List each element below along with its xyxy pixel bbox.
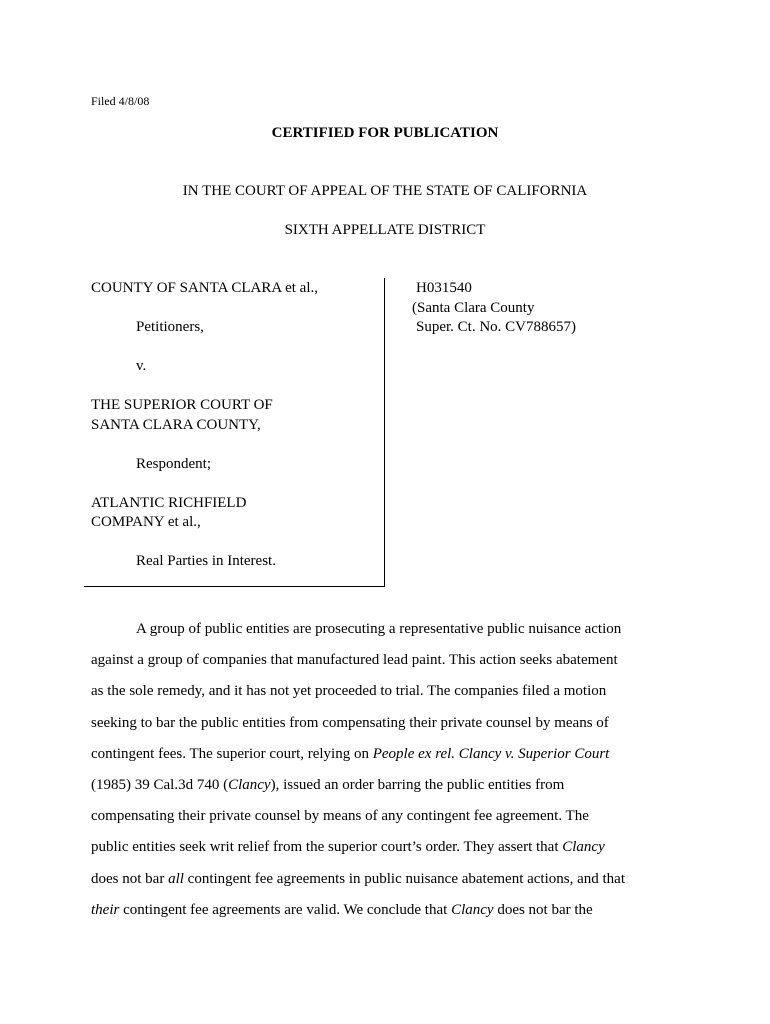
opinion-line: A group of public entities are prosecuting a representative public nuisance action — [136, 621, 622, 637]
emphasis: their — [91, 901, 120, 918]
opinion-line: their contingent fee agreements are valid. We conclude that Clancy does not bar the — [91, 901, 593, 918]
filed-date: Filed 4/8/08 — [91, 94, 150, 108]
court-name: IN THE COURT OF APPEAL OF THE STATE OF CALIFORNIA — [182, 183, 588, 199]
opinion-line: seeking to bar the public entities from compensating their private counsel by means of — [91, 714, 609, 731]
petitioner-name: COUNTY OF SANTA CLARA et al., — [91, 280, 318, 296]
opinion-line: (1985) 39 Cal.3d 740 (Clancy), issued an order barring the public entities from — [91, 776, 565, 793]
case-short-name: Clancy — [451, 901, 494, 918]
lower-court-line2: Super. Ct. No. CV788657) — [416, 319, 577, 335]
opinion-line: compensating their private counsel by means of any contingent fee agreement. The — [91, 808, 589, 825]
case-short-name: Clancy — [228, 776, 271, 793]
case-caption-parties — [91, 279, 376, 572]
case-caption-numbers — [412, 279, 576, 338]
opinion-line: as the sole remedy, and it has not yet proceeded to trial. The companies filed a motion — [91, 683, 607, 700]
respondent-role: Respondent; — [136, 455, 211, 472]
real-party-role: Real Parties in Interest. — [136, 553, 276, 569]
appellate-district: SIXTH APPELLATE DISTRICT — [284, 222, 486, 238]
case-short-name: Clancy — [562, 839, 605, 856]
versus-label: v. — [136, 358, 147, 374]
case-number: H031540 — [416, 280, 472, 296]
caption-vertical-rule — [384, 278, 385, 587]
opinion-line: contingent fees. The superior court, relying on People ex rel. Clancy v. Superior Court — [91, 745, 610, 762]
opinion-line: against a group of companies that manufactured lead paint. This action seeks abatement — [91, 652, 618, 669]
real-party-name-line1: ATLANTIC RICHFIELD — [91, 494, 247, 511]
opinion-line: public entities seek writ relief from the superior court’s order. They assert that Clancy — [91, 839, 605, 856]
case-citation: People ex rel. Clancy v. Superior Court — [372, 745, 610, 762]
respondent-name-line1: THE SUPERIOR COURT OF — [91, 397, 273, 413]
caption-horizontal-rule — [84, 586, 385, 587]
respondent-name-line2: SANTA CLARA COUNTY, — [91, 416, 261, 433]
emphasis: all — [168, 870, 184, 887]
opinion-line: does not bar all contingent fee agreements in public nuisance abatement actions, and that — [91, 870, 626, 887]
certified-heading: CERTIFIED FOR PUBLICATION — [271, 125, 499, 141]
opinion-body — [91, 620, 691, 932]
lower-court-line1: (Santa Clara County — [412, 299, 535, 316]
real-party-name-line2: COMPANY et al., — [91, 514, 201, 530]
petitioner-role: Petitioners, — [136, 319, 204, 335]
